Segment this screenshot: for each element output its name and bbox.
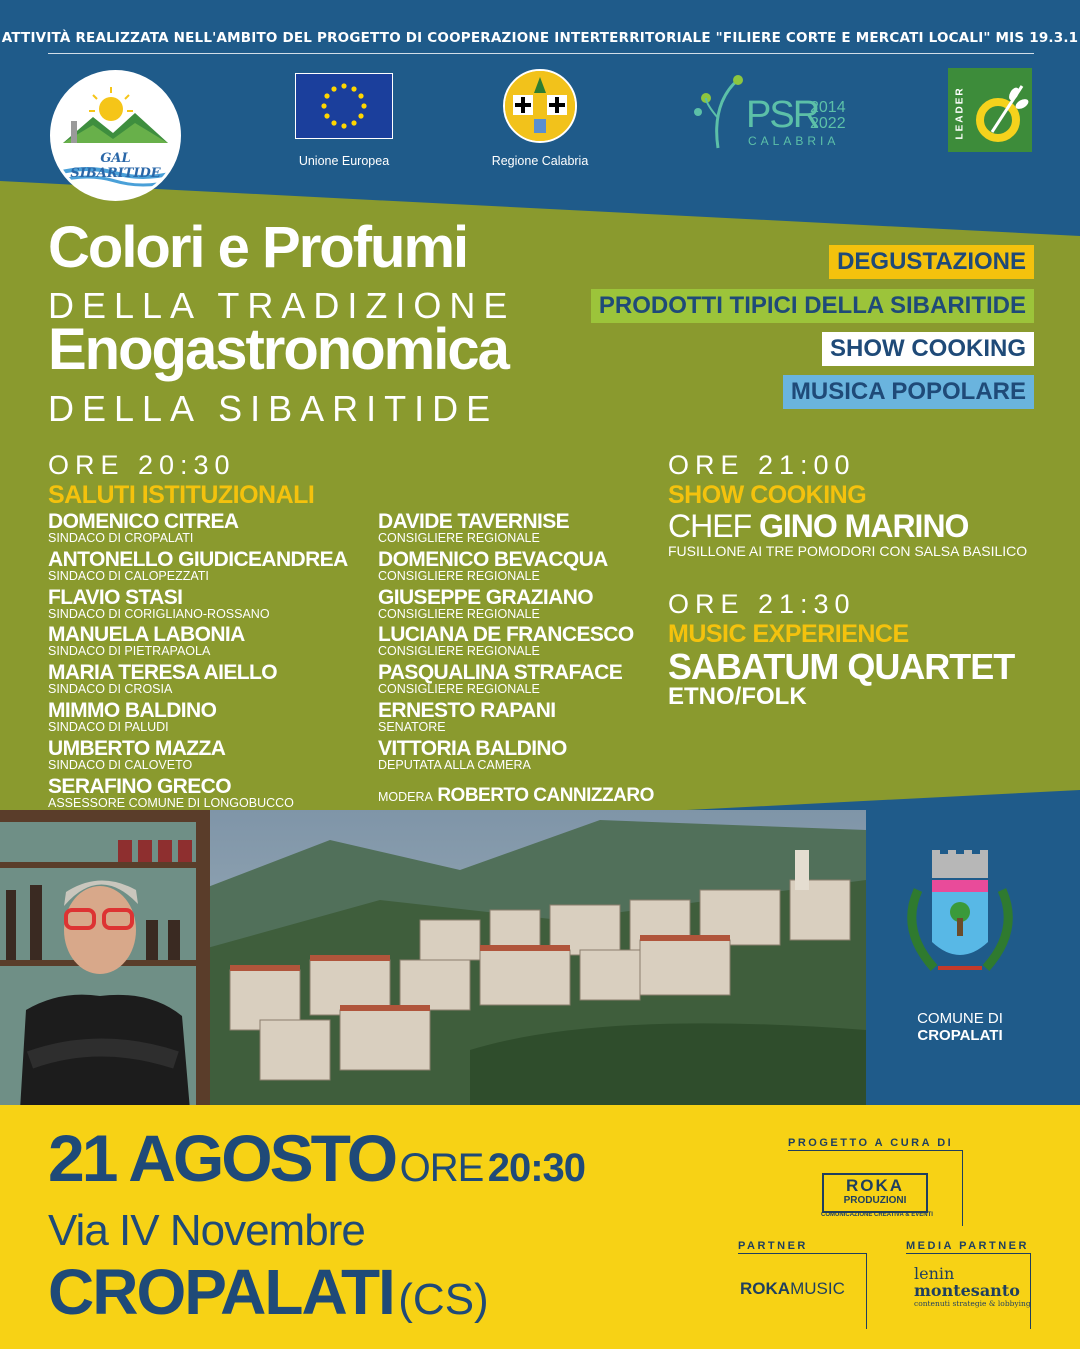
municipality-line-1: COMUNE DI — [917, 1010, 1003, 1027]
speaker-item — [378, 512, 634, 550]
psr-calabria-logo — [688, 72, 853, 150]
ore-label: ORE — [399, 1146, 484, 1190]
speaker-role: CONSIGLIERE REGIONALE — [378, 682, 540, 697]
municipality-caption — [890, 1010, 1030, 1044]
moderator-label: MODERA — [378, 790, 433, 804]
event-street: Via IV Novembre — [48, 1206, 365, 1255]
speaker-role: CONSIGLIERE REGIONALE — [378, 606, 540, 621]
speaker-role: DEPUTATA ALLA CAMERA — [378, 757, 531, 772]
speaker-name: MARIA TERESA AIELLO — [48, 661, 277, 685]
speaker-item — [378, 736, 634, 777]
speaker-role: CONSIGLIERE REGIONALE — [378, 644, 540, 659]
speaker-item — [48, 663, 348, 701]
speaker-name: GIUSEPPE GRAZIANO — [378, 585, 593, 609]
city-name: CROPALATI — [48, 1256, 394, 1328]
band-name: SABATUM QUARTET — [668, 646, 1015, 687]
roka-bottom: PRODUZIONI — [843, 1195, 907, 1206]
speaker-role: SINDACO DI CROSIA — [48, 682, 173, 697]
speaker-role: ASSESSORE COMUNE DI LONGOBUCCO — [48, 795, 294, 810]
montesanto-name: montesanto — [914, 1281, 1020, 1300]
curated-divider-vertical — [962, 1150, 963, 1226]
psr-year-start: 2014 — [810, 99, 846, 116]
speaker-role: SINDACO DI CALOVETO — [48, 757, 193, 772]
village-panorama-image — [0, 810, 866, 1110]
section-show-cooking: SHOW COOKING — [668, 481, 867, 509]
eu-stars-icon — [296, 74, 392, 138]
speaker-name: MANUELA LABONIA — [48, 623, 245, 647]
speaker-item — [48, 547, 348, 588]
speaker-role: SINDACO DI CALOPEZZATI — [48, 568, 209, 583]
tag-degustazione: DEGUSTAZIONE — [829, 245, 1034, 279]
speaker-item — [48, 698, 348, 739]
psr-plant-icon — [688, 72, 748, 150]
gal-logo-text: GAL SIBARITIDE — [70, 151, 161, 181]
gal-sibaritide-logo — [50, 70, 181, 201]
speaker-name: ANTONELLO GIUDICEANDREA — [48, 547, 348, 571]
psr-region: CALABRIA — [748, 134, 840, 148]
tag-musica-popolare: MUSICA POPOLARE — [783, 375, 1034, 409]
calabria-crest-icon — [505, 71, 575, 141]
chef-prefix: CHEF — [668, 508, 752, 544]
speaker-role: SINDACO DI PALUDI — [48, 719, 169, 734]
speaker-name: FLAVIO STASI — [48, 585, 183, 609]
project-note: ATTIVITÀ REALIZZATA NELL'AMBITO DEL PROGETTO DI COOPERAZIONE INTERTERRITORIALE "FILIERE CORTE E MERCATI LOCALI" MIS 19.3.1 — [1, 30, 1079, 46]
speaker-name: MIMMO BALDINO — [48, 698, 217, 722]
speaker-item — [378, 663, 634, 701]
time-2030: ORE 20:30 — [48, 450, 236, 480]
speakers-right-column — [378, 512, 634, 777]
curated-divider — [788, 1150, 962, 1151]
chef-name: GINO MARINO — [759, 508, 969, 544]
partner-divider-vertical — [866, 1253, 867, 1329]
dish-name: FUSILLONE AI TRE POMODORI CON SALSA BASILICO — [668, 543, 1028, 559]
lenin-subtitle: contenuti strategie & lobbying — [914, 1299, 1031, 1308]
ore-time: 20:30 — [487, 1146, 586, 1190]
psr-year-end: 2022 — [810, 115, 846, 132]
speaker-name: LUCIANA DE FRANCESCO — [378, 623, 634, 647]
speaker-name: SERAFINO GRECO — [48, 774, 231, 798]
municipality-line-2: CROPALATI — [917, 1027, 1003, 1044]
speaker-name: DOMENICO CITREA — [48, 510, 239, 533]
time-2100: ORE 21:00 — [668, 450, 856, 480]
band-genre: ETNO/FOLK — [668, 683, 807, 710]
eu-caption: Unione Europea — [298, 154, 390, 168]
media-partner-label: MEDIA PARTNER — [906, 1240, 1029, 1252]
section-music: MUSIC EXPERIENCE — [668, 620, 909, 648]
lenin-montesanto-logo — [914, 1265, 1031, 1308]
speaker-role: SINDACO DI CROPALATI — [48, 531, 194, 545]
roka-music-logo — [740, 1279, 845, 1299]
tag-show-cooking: SHOW COOKING — [822, 332, 1034, 366]
date-text: 21 AGOSTO — [48, 1121, 396, 1195]
title-line-4: DELLA SIBARITIDE — [48, 388, 499, 429]
speaker-role: CONSIGLIERE REGIONALE — [378, 568, 540, 583]
roka-produzioni-logo — [822, 1173, 928, 1213]
speaker-name: ERNESTO RAPANI — [378, 698, 556, 722]
partner-label: PARTNER — [738, 1240, 808, 1252]
regione-calabria-logo — [503, 69, 577, 143]
tag-prodotti-tipici: PRODOTTI TIPICI DELLA SIBARITIDE — [591, 289, 1034, 323]
speaker-name: VITTORIA BALDINO — [378, 736, 567, 760]
moderator — [378, 785, 654, 807]
village-and-chef-photo — [0, 810, 866, 1110]
psr-years — [810, 100, 846, 132]
speaker-item — [378, 547, 634, 588]
speaker-role: CONSIGLIERE REGIONALE — [378, 531, 540, 545]
event-date — [48, 1120, 585, 1196]
title-line-3: Enogastronomica — [48, 317, 508, 382]
speaker-item — [48, 774, 348, 815]
curated-label: PROGETTO A CURA DI — [788, 1137, 954, 1149]
roka-music-bold: ROKA — [740, 1279, 791, 1298]
roka-top: ROKA — [845, 1176, 905, 1195]
leader-logo — [948, 68, 1032, 152]
partner-divider — [738, 1253, 866, 1254]
speaker-role: SINDACO DI CORIGLIANO-ROSSANO — [48, 606, 270, 621]
speaker-name: PASQUALINA STRAFACE — [378, 661, 623, 685]
leader-text: LEADER — [954, 86, 966, 140]
speaker-item — [48, 736, 348, 777]
speaker-name: DAVIDE TAVERNISE — [378, 510, 570, 533]
leader-branch-icon — [972, 76, 1030, 146]
chef-line — [668, 508, 968, 545]
speaker-item — [378, 585, 634, 626]
speaker-item — [48, 512, 348, 550]
lenin-name: lenin — [914, 1264, 955, 1283]
roka-subtitle: COMUNICAZIONE CREATIVA & EVENTI — [821, 1212, 933, 1218]
speaker-item — [48, 625, 348, 663]
roka-music-light: MUSIC — [790, 1279, 845, 1298]
title-line-2: DELLA TRADIZIONE — [48, 285, 516, 326]
speaker-item — [378, 698, 634, 739]
speaker-role: SENATORE — [378, 719, 446, 734]
header-divider — [48, 53, 1034, 54]
event-city — [48, 1255, 489, 1329]
speaker-name: UMBERTO MAZZA — [48, 736, 226, 760]
province: (CS) — [398, 1275, 489, 1324]
title-line-1: Colori e Profumi — [48, 215, 468, 280]
eu-flag-logo — [295, 73, 393, 139]
speaker-name: DOMENICO BEVACQUA — [378, 547, 608, 571]
speaker-role: SINDACO DI PIETRAPAOLA — [48, 644, 211, 659]
region-caption: Regione Calabria — [491, 154, 589, 168]
coat-of-arms-icon — [890, 850, 1030, 1010]
media-divider — [906, 1253, 1030, 1254]
moderator-name: ROBERTO CANNIZZARO — [437, 785, 654, 806]
speaker-item — [378, 625, 634, 663]
time-2130: ORE 21:30 — [668, 589, 856, 619]
psr-text: PSR — [746, 94, 819, 136]
speaker-item — [48, 585, 348, 626]
speakers-left-column — [48, 512, 348, 814]
section-saluti: SALUTI ISTITUZIONALI — [48, 481, 315, 509]
